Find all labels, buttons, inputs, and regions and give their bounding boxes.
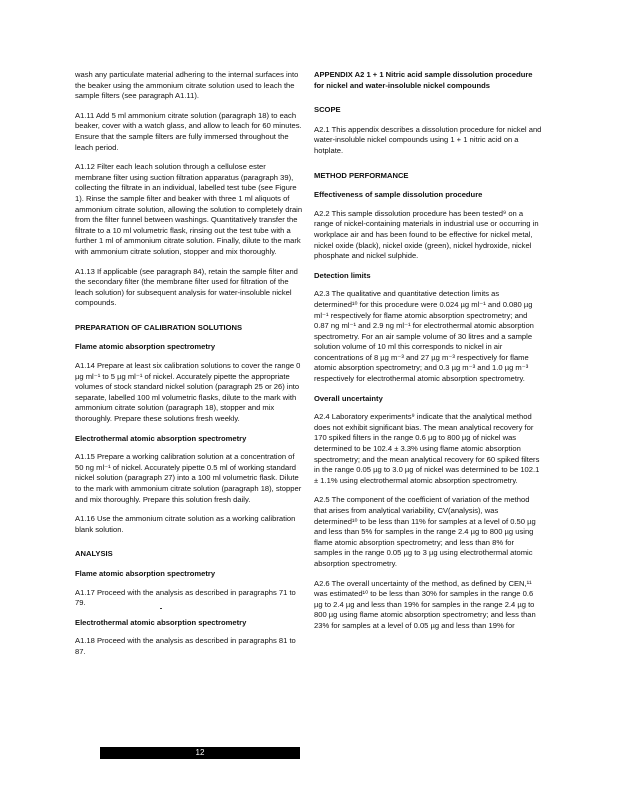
- paragraph: A1.13 If applicable (see paragraph 84), retain the sample filter and the secondary filter (the membrane filter used for filtration of the leach solution) for subsequent analysis for water-insoluble nickel compounds.: [75, 266, 298, 308]
- paragraph: wash any particulate material adhering to the internal surfaces into the beaker using the ammonium citrate solution used to leach the sample filters (see paragraph A1.11).: [75, 70, 299, 101]
- paragraph: A1.14 Prepare at least six calibration solutions to cover the range 0 µg ml⁻¹ to 5 µg ml⁻¹ of nickel. Accurately pipette the appropriate volumes of stock standard nickel solution (paragraph 25 or 26) into separate, labelled 100 ml volumetric flasks, dilute to the mark with ammonium citrate solution (paragraph 18), stopper and mix thoroughly. Prepare these solutions fresh weekly.: [75, 361, 301, 424]
- paragraph: A2.1 This appendix describes a dissolution procedure for nickel and water-insoluble nickel compounds using 1 + 1 nitric acid on a hotplate.: [314, 124, 542, 155]
- appendix-title: APPENDIX A2 1 + 1 Nitric acid sample dissolution procedure for nickel and water-insoluble nickel compounds: [314, 70, 533, 90]
- paragraph: A2.4 Laboratory experiments⁹ indicate that the analytical method does not exhibit significant bias. The mean analytical recovery for 170 spiked filters in the range 0.6 µg to 800 µg of nickel was determined to be 102.4 ± 3.3% using flame atomic absorption spectrometry; and the mean analytical recovery for 60 spiked filters in the range 0.05 µg to 3.0 µg of nickel was determined to be 102.1 ± 1.1% using electrothermal atomic absorption spectrometry.: [314, 412, 540, 485]
- paragraph: A2.3 The qualitative and quantitative detection limits as determined¹⁰ for this procedure were 0.024 µg ml⁻¹ and 0.080 µg ml⁻¹ respectively for flame atomic absorption spectrometry; and 0.87 ng ml⁻¹ and 2.9 ng ml⁻¹ for electrothermal atomic absorption spectrometry. For an air sample volume of 30 litres and a sample solution volume of 10 ml this corresponds to nickel in air concentrations of 8 µg m⁻³ and 27 µg m⁻³ respectively for flame atomic absorption spectrometry; and 0.3 µg m⁻³ and 1.0 µg m⁻³ respectively for electrothermal atomic absorption spectrometry.: [314, 289, 534, 384]
- section-heading: ANALYSIS: [75, 549, 113, 559]
- subheading: Electrothermal atomic absorption spectrometry: [75, 433, 247, 443]
- subheading: Flame atomic absorption spectrometry: [75, 342, 216, 352]
- subheading: Electrothermal atomic absorption spectrometry: [75, 617, 247, 627]
- subheading: Detection limits: [314, 270, 371, 280]
- paragraph: A2.2 This sample dissolution procedure has been tested⁹ on a range of nickel-containing materials in industrial use or occurring in workplace air and has been found to be effective for nickel metal, nickel oxide (black), nickel oxide (green), nickel hydroxide, nickel phosphate and nickel sulphide.: [314, 208, 539, 261]
- paragraph: A1.18 Proceed with the analysis as described in paragraphs 81 to 87.: [75, 636, 296, 656]
- subheading: Overall uncertainty: [314, 393, 383, 403]
- section-heading: METHOD PERFORMANCE: [314, 170, 409, 180]
- paragraph: A2.6 The overall uncertainty of the method, as defined by CEN,¹¹ was estimated¹⁰ to be less than 30% for samples in the range 0.6 µg to 2.4 µg and less than 19% for samples in the range 2.4 µg to 800 µg using flame atomic absorption spectrometry; and less than 23% for samples at a level of 0.05 µg and less than 19% for: [314, 578, 536, 630]
- section-heading: SCOPE: [314, 105, 341, 115]
- right-column: [314, 70, 543, 641]
- page-number: 12: [195, 748, 205, 757]
- scan-speck: [160, 608, 162, 609]
- paragraph: A1.12 Filter each leach solution through a cellulose ester membrane filter using suction filtration apparatus (paragraph 39), collecting the filtrate in an individual, labelled test tube (see Figure 1). Rinse the sample filter and beaker with three 1 ml aliquots of ammonium citrate solution, allowing the solution to completely drain from the filter funnel between washings. Quantitatively transfer the filtrate to a 10 ml volumetric flask, rinsing out the test tube with a further 1 ml of ammonium citrate solution. Finally, dilute to the mark with ammonium citrate solution, stopper and mix thoroughly.: [75, 162, 303, 256]
- paragraph: A1.16 Use the ammonium citrate solution as a working calibration blank solution.: [75, 514, 296, 534]
- paragraph: A1.17 Proceed with the analysis as described in paragraphs 71 to 79.: [75, 587, 296, 608]
- page-number-bar: [100, 747, 300, 759]
- left-column: [75, 70, 304, 667]
- paragraph: A1.15 Prepare a working calibration solution at a concentration of 50 ng ml⁻¹ of nickel. Accurately pipette 0.5 ml of working standard nickel solution (paragraph 27) into a 100 ml volumetric flask. Dilute to the mark with ammonium citrate solution (paragraph 18), stopper and mix thoroughly. Prepare this solution fresh daily.: [75, 452, 302, 504]
- subheading: Flame atomic absorption spectrometry: [75, 568, 216, 578]
- section-heading: PREPARATION OF CALIBRATION SOLUTIONS: [75, 322, 243, 332]
- paragraph: A1.11 Add 5 ml ammonium citrate solution (paragraph 18) to each beaker, cover with a watch glass, and allow to leach for 60 minutes. Ensure that the sample filters are fully immersed throughout the leach period.: [75, 110, 302, 152]
- paragraph: A2.5 The component of the coefficient of variation of the method that arises from analytical variability, CV(analysis), was determined¹⁰ to be less than 11% for samples at a level of 0.50 µg and less than 5% for samples in the range 2.4 µg to 800 µg using flame atomic absorption spectrometry; and less than 8% for samples in the range 0.05 µg to 3 µg using electrothermal atomic absorption spectrometry.: [314, 495, 536, 568]
- subheading: Effectiveness of sample dissolution procedure: [314, 190, 483, 200]
